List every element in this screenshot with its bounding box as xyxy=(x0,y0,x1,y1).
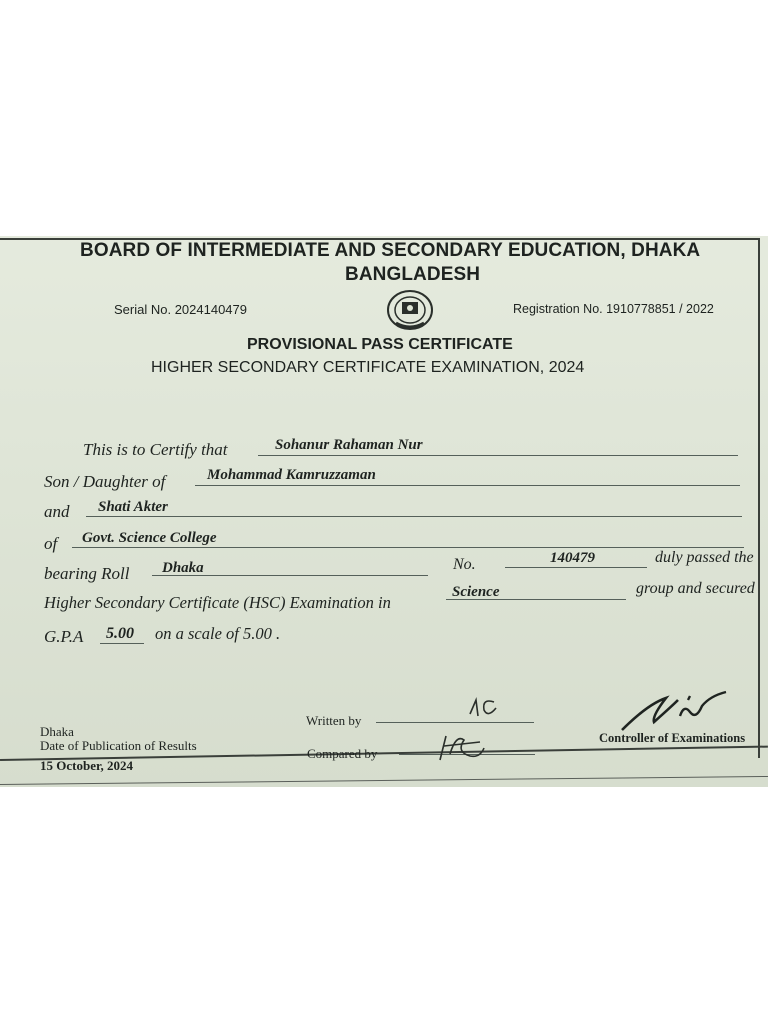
student-name: Sohanur Rahaman Nur xyxy=(275,437,423,453)
roll-center-underline xyxy=(152,575,428,576)
gpa-label: G.P.A xyxy=(44,627,84,646)
passed-label: duly passed the xyxy=(655,549,754,566)
father-name: Mohammad Kamruzzaman xyxy=(207,467,376,483)
father-underline xyxy=(195,485,740,486)
written-by-label: Written by xyxy=(306,713,362,728)
secured-label: group and secured xyxy=(636,580,755,597)
certificate-title: PROVISIONAL PASS CERTIFICATE xyxy=(247,336,513,353)
college-name: Govt. Science College xyxy=(82,530,217,546)
place-label: Dhaka xyxy=(40,724,74,739)
college-underline xyxy=(72,547,744,548)
signature-icon xyxy=(436,730,488,764)
and-label: and xyxy=(44,502,70,521)
certify-label: This is to Certify that xyxy=(83,440,228,459)
parent-label: Son / Daughter of xyxy=(44,472,166,491)
board-country: BANGLADESH xyxy=(345,264,481,285)
signature-icon xyxy=(464,694,500,722)
frame-border-right xyxy=(758,238,760,758)
gpa-underline xyxy=(100,643,144,644)
group-underline xyxy=(446,599,626,600)
group-name: Science xyxy=(452,584,500,600)
gpa-value: 5.00 xyxy=(106,625,134,642)
mother-name: Shati Akter xyxy=(98,499,168,515)
compared-by-label: Compared by xyxy=(307,746,378,761)
board-seal-icon xyxy=(386,289,434,331)
written-by-line xyxy=(376,722,534,723)
no-label: No. xyxy=(453,556,476,573)
board-name: BOARD OF INTERMEDIATE AND SECONDARY EDUCATION, DHAKA xyxy=(80,240,701,261)
roll-center: Dhaka xyxy=(162,560,204,576)
mother-underline xyxy=(86,516,742,517)
registration-number: Registration No. 1910778851 / 2022 xyxy=(513,302,714,316)
roll-label: bearing Roll xyxy=(44,564,130,583)
publication-date: 15 October, 2024 xyxy=(40,758,134,773)
roll-number-underline xyxy=(505,567,647,568)
roll-number: 140479 xyxy=(550,550,595,566)
exam-title: HIGHER SECONDARY CERTIFICATE EXAMINATION, 2024 xyxy=(151,359,585,376)
signature-icon xyxy=(618,686,730,736)
name-underline xyxy=(258,455,738,456)
publication-date-label: Date of Publication of Results xyxy=(40,738,197,753)
scale-label: on a scale of 5.00 . xyxy=(155,624,281,643)
controller-label: Controller of Examinations xyxy=(599,731,746,745)
of-label: of xyxy=(44,534,58,553)
serial-number: Serial No. 2024140479 xyxy=(114,302,247,317)
exam-label: Higher Secondary Certificate (HSC) Examination in xyxy=(44,593,391,612)
